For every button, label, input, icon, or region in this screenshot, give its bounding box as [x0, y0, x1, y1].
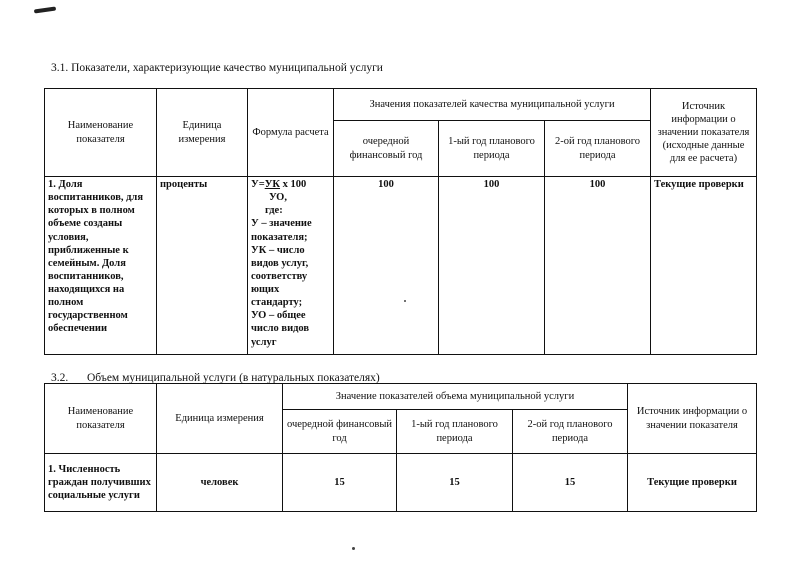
header-unit: Единица измерения	[157, 89, 248, 177]
header-values: Значение показателей объема муниципальной услуги	[283, 384, 628, 410]
formula-suffix: х 100	[280, 179, 307, 190]
formula-uo-desc: УО – общее число видов услуг	[251, 310, 310, 348]
subheader-first-plan-year: 1-ый год планового периода	[439, 121, 545, 177]
formula-prefix: У=	[251, 179, 265, 190]
subheader-first-plan-year: 1-ый год планового периода	[397, 410, 513, 454]
formula-u-desc: У – значение показателя;	[251, 218, 312, 243]
header-name: Наименование показателя	[45, 384, 157, 454]
value-current-year: 15	[283, 454, 397, 512]
value-first-plan-year: 100	[439, 177, 545, 355]
section-number: 3.2.	[51, 372, 69, 384]
indicator-name: 1. Численность граждан получивших социальные услуги	[45, 454, 157, 512]
table-row	[45, 177, 757, 355]
indicator-source: Текущие проверки	[628, 454, 757, 512]
subheader-second-plan-year: 2-ой год планового периода	[513, 410, 628, 454]
value-first-plan-year: 15	[397, 454, 513, 512]
indicator-unit: человек	[157, 454, 283, 512]
indicator-name: 1. Доля воспитанников, для которых в полном объеме созданы условия, приближенные к семейным. Доля воспитанников, находящихся на полном государственном обеспечении	[45, 177, 157, 355]
indicator-formula	[248, 177, 334, 355]
indicator-unit: проценты	[157, 177, 248, 355]
volume-indicators-table	[44, 383, 757, 512]
value-current-year: 100	[334, 177, 439, 355]
value-second-plan-year: 100	[545, 177, 651, 355]
subheader-current-year: очередной финансовый год	[283, 410, 397, 454]
header-source: Источник информации о значении показателя	[628, 384, 757, 454]
header-source: Источник информации о значении показателя (исходные данные для ее расчета)	[651, 89, 757, 177]
formula-numerator: УК	[264, 179, 281, 190]
header-values: Значения показателей качества муниципальной услуги	[334, 89, 651, 121]
section-title: Объем муниципальной услуги (в натуральных показателях)	[87, 372, 380, 384]
scan-dot	[352, 547, 355, 550]
quality-indicators-table	[44, 88, 757, 355]
subheader-current-year: очередной финансовый год	[334, 121, 439, 177]
header-name: Наименование показателя	[45, 89, 157, 177]
value-second-plan-year: 15	[513, 454, 628, 512]
header-formula: Формула расчета	[248, 89, 334, 177]
table-row	[45, 454, 757, 512]
header-unit: Единица измерения	[157, 384, 283, 454]
section-heading-quality: 3.1. Показатели, характеризующие качество муниципальной услуги	[51, 62, 383, 74]
subheader-second-plan-year: 2-ой год планового периода	[545, 121, 651, 177]
indicator-source: Текущие проверки	[651, 177, 757, 355]
scan-artifact	[34, 6, 56, 13]
formula-uk-desc: УК – число видов услуг, соответству ющих стандарту;	[251, 244, 309, 309]
formula-where: где:	[265, 205, 283, 217]
formula-denominator: УО,	[269, 192, 287, 204]
